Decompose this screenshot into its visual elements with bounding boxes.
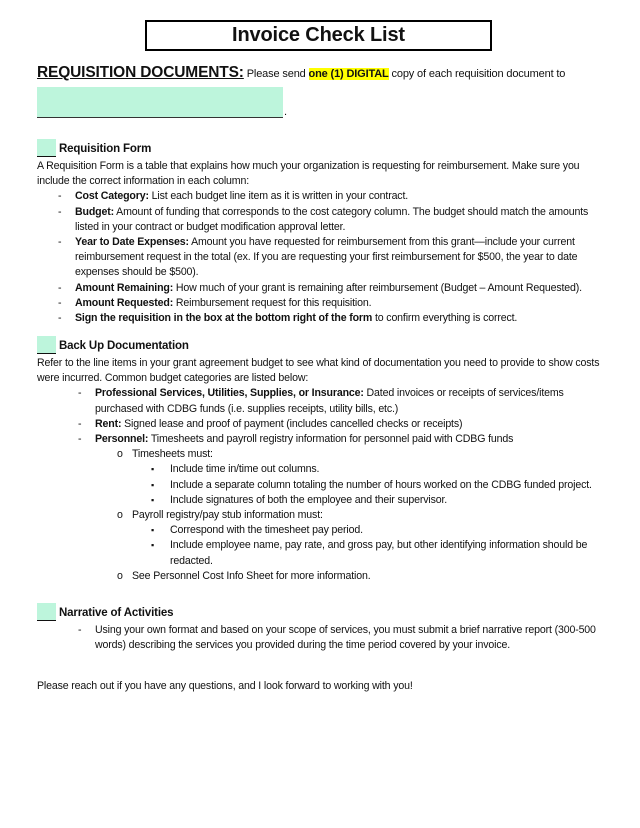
list-item: - Cost Category: List each budget line item as it is written in your contract. [37, 189, 607, 204]
highlighted-text: one (1) DIGITAL [308, 68, 389, 80]
list-item: ▪ Correspond with the timesheet pay period. [37, 523, 607, 538]
list-item: ▪ Include a separate column totaling the number of hours worked on the CDBG funded project. [37, 478, 607, 493]
list-item: - Personnel: Timesheets and payroll registry information for personnel paid with CDBG funds [37, 432, 607, 447]
section-heading: Narrative of Activities [59, 606, 174, 619]
checkbox-backup[interactable] [37, 336, 56, 354]
list-item: o Payroll registry/pay stub information must: [37, 508, 607, 523]
list-item: ▪ Include time in/time out columns. [37, 462, 607, 477]
backup-section [37, 336, 607, 584]
page-title: Invoice Check List [145, 20, 492, 51]
list-item: - Professional Services, Utilities, Supplies, or Insurance: Dated invoices or receipts of services/items purchased with CDBG funds (i.e. supplies receipts, utility bills, etc.) [37, 386, 607, 416]
list-item: - Amount Requested: Reimbursement request for this requisition. [37, 296, 607, 311]
list-item: - Sign the requisition in the box at the bottom right of the form to confirm everything is correct. [37, 311, 607, 326]
list-item: ▪ Include employee name, pay rate, and gross pay, but other identifying information should be redacted. [37, 538, 607, 568]
list-item: - Year to Date Expenses: Amount you have requested for reimbursement from this grant—include your current reimbursement request in the total (ex. If you are requesting your first reimbursement for $500, the year to date expenses should be $500). [37, 235, 607, 281]
checkbox-requisition-form[interactable] [37, 139, 56, 157]
text: copy of each requisition document to [388, 68, 566, 80]
checkbox-narrative[interactable] [37, 603, 56, 621]
intro-text: Refer to the line items in your grant agreement budget to see what kind of documentation you need to provide to show costs were incurred. Common budget categories are listed below: [37, 357, 600, 385]
closing-text: Please reach out if you have any questions, and I look forward to working with you! [37, 680, 413, 692]
list-item: - Budget: Amount of funding that corresponds to the cost category column. The budget should match the amounts listed in your contract or budget modification approval letter. [37, 205, 607, 235]
list-item: o Timesheets must: [37, 447, 607, 462]
intro-text: A Requisition Form is a table that explains how much your organization is requesting for reimbursement. Make sure you include the correct information in each column: [37, 160, 580, 188]
text: Please send [243, 68, 309, 80]
narrative-section [37, 603, 607, 653]
period: . [284, 106, 287, 118]
list-item: - Using your own format and based on your scope of services, you must submit a brief narrative report (300-500 words) describing the services you provided during the time period covered by your invoice. [37, 623, 607, 653]
list-item: - Amount Remaining: How much of your grant is remaining after reimbursement (Budget – Amount Requested). [37, 281, 607, 296]
recipient-field[interactable] [37, 87, 283, 118]
requisition-form-section [37, 139, 607, 326]
section-heading: Requisition Form [59, 142, 152, 155]
requisition-heading [37, 64, 617, 82]
list-item: ▪ Include signatures of both the employee and their supervisor. [37, 493, 607, 508]
section-heading: Back Up Documentation [59, 339, 189, 352]
section-title: REQUISITION DOCUMENTS: [37, 64, 244, 81]
list-item: o See Personnel Cost Info Sheet for more information. [37, 569, 607, 584]
list-item: - Rent: Signed lease and proof of payment (includes cancelled checks or receipts) [37, 417, 607, 432]
